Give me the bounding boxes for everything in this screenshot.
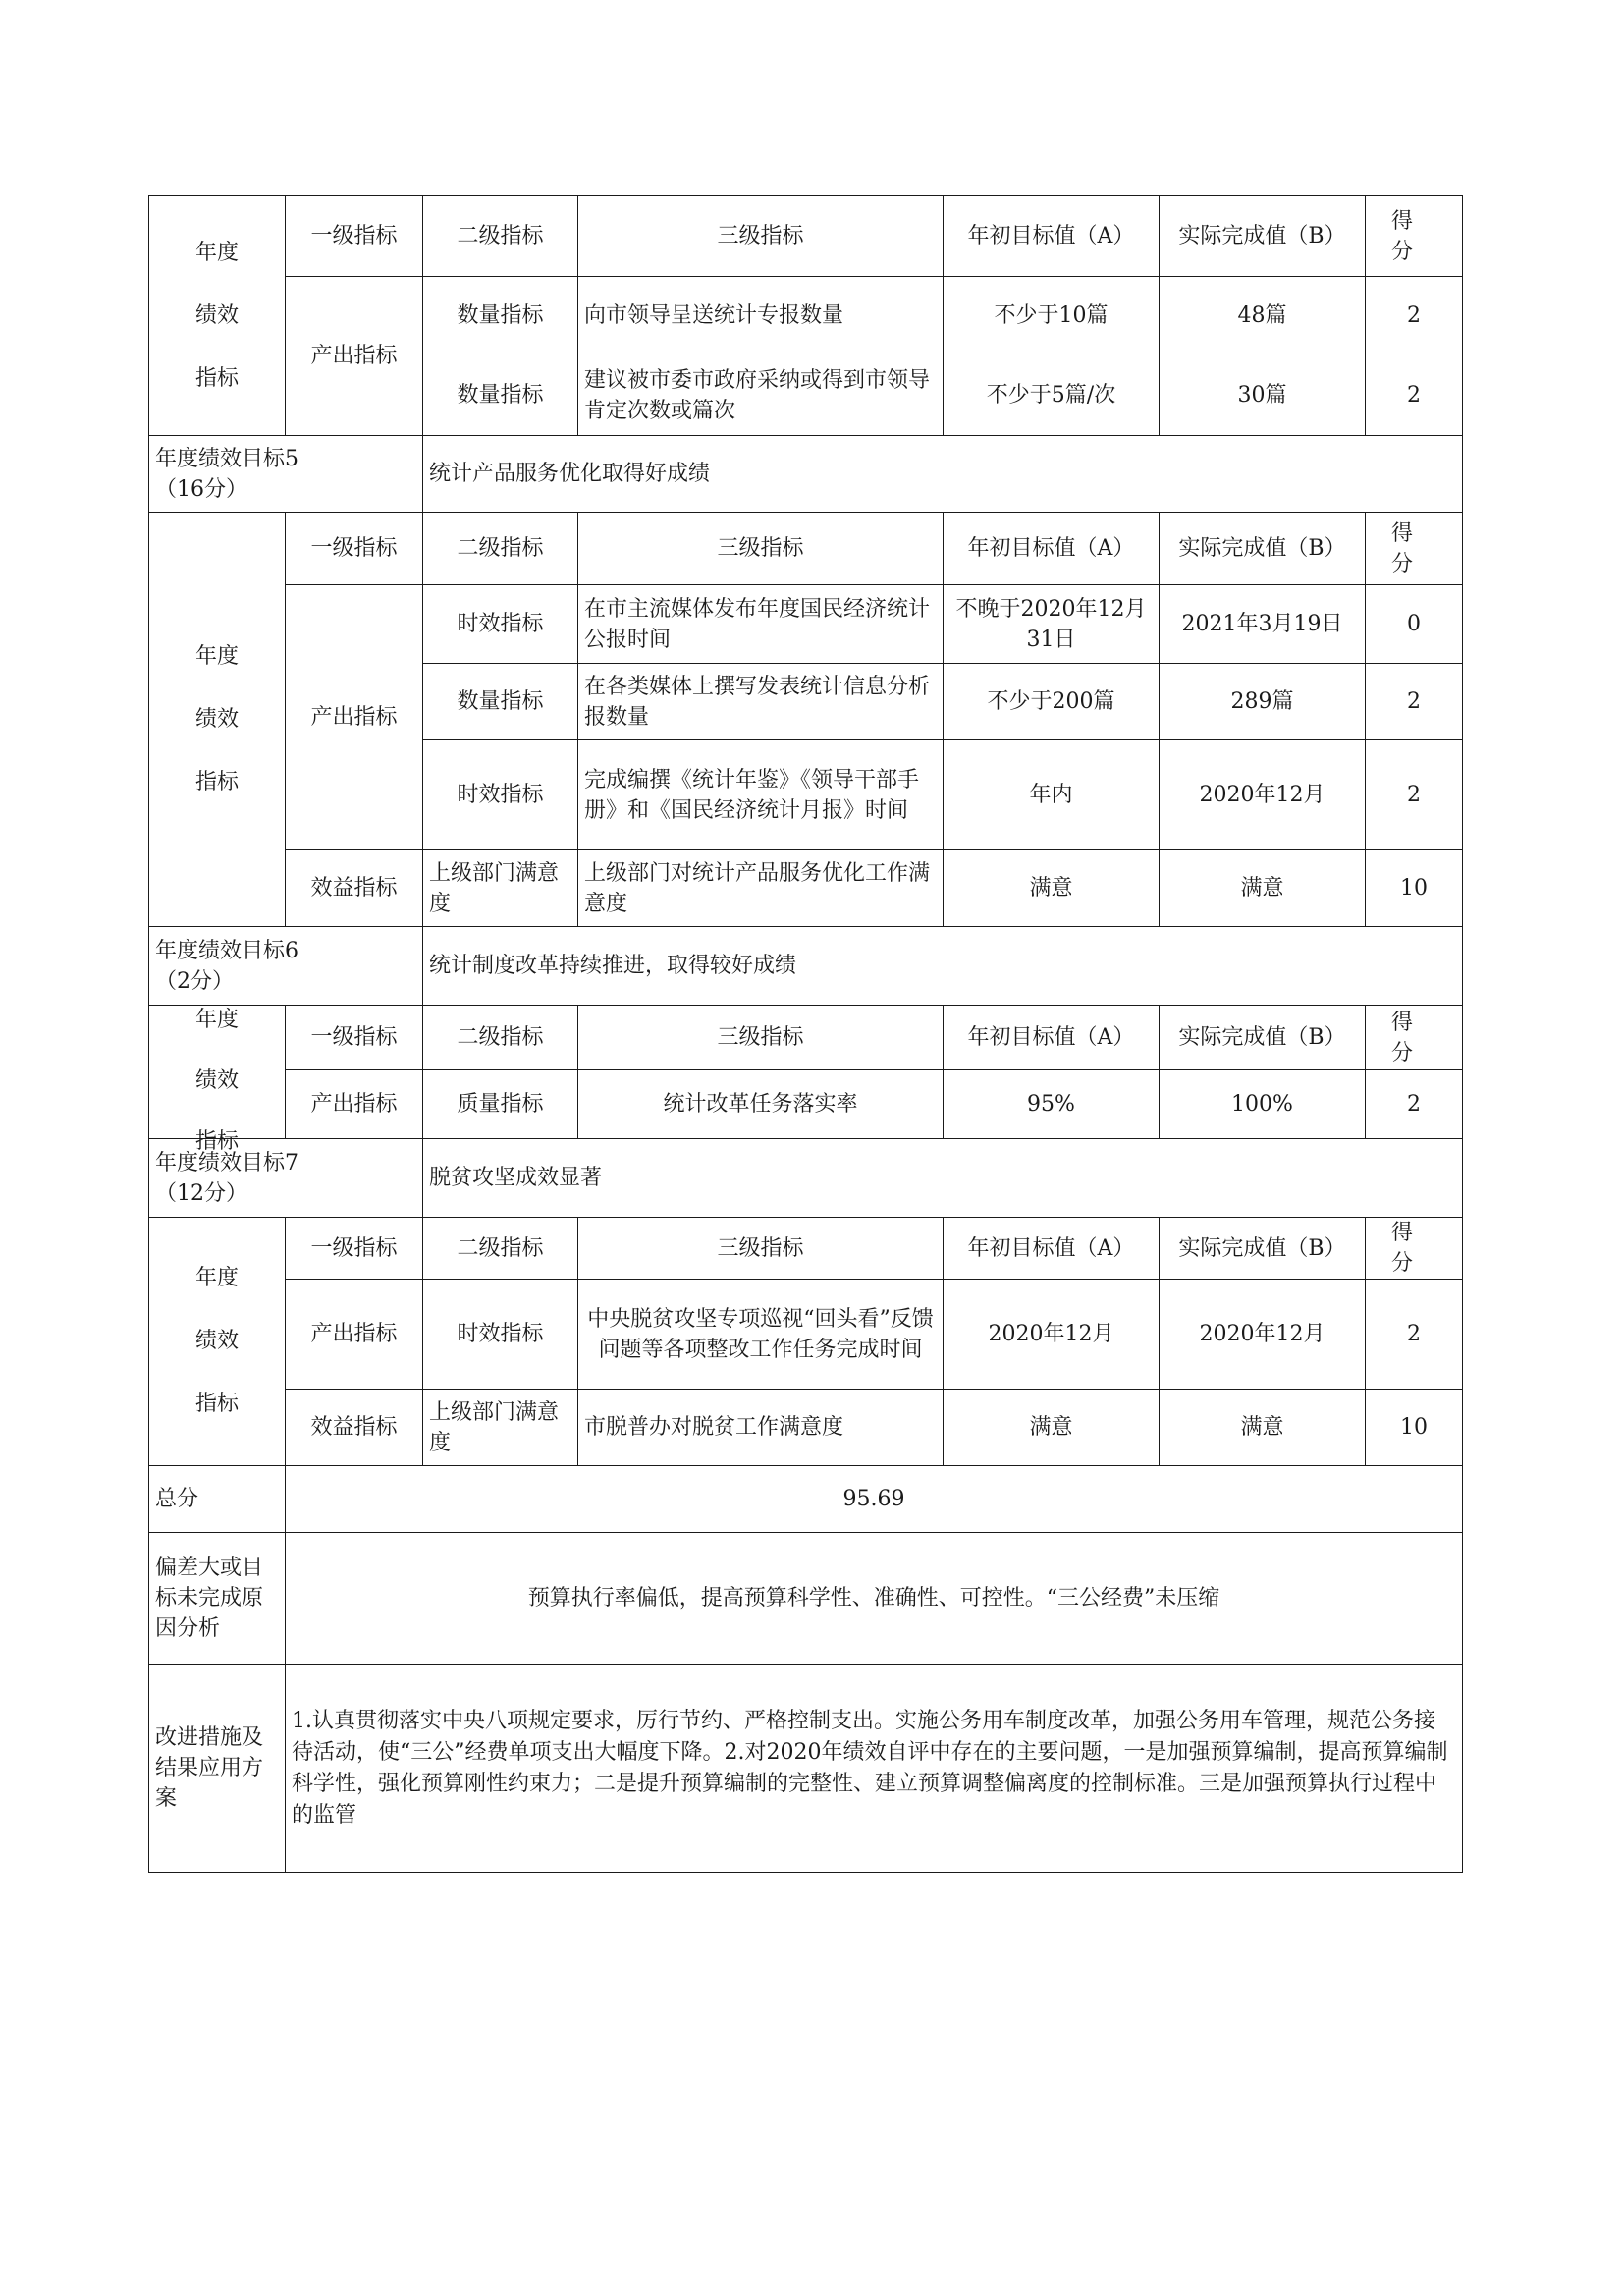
improvement-text: 1.认真贯彻落实中央八项规定要求，厉行节约、严格控制支出。实施公务用车制度改革，加强公务用车管理，规范公务接待活动，使“三公”经费单项支出大幅度下降。2.对2020年绩效自评中存在的主要问题，一是加强预算编制，提高预算编制科学性，强化预算刚性约束力；二是提升预算编制的完整性、建立预算调整偏离度的控制标准。三是加强预算执行过程中的监管 <box>286 1665 1463 1873</box>
header-level2: 二级指标 <box>423 513 578 585</box>
cell-level2: 质量指标 <box>423 1070 578 1139</box>
cell-score: 2 <box>1366 355 1463 436</box>
label-line: 年度 <box>194 643 239 669</box>
header-row <box>149 513 1463 585</box>
header-level2: 二级指标 <box>423 196 578 277</box>
cell-target: 95% <box>944 1070 1160 1139</box>
goal6-label <box>149 927 423 1006</box>
cell-score: 10 <box>1366 1390 1463 1466</box>
header-score: 得 分 <box>1366 1218 1463 1280</box>
label-line: 指标 <box>194 365 239 391</box>
table-row <box>149 1280 1463 1390</box>
table-row <box>149 585 1463 664</box>
goal-label-line: 年度绩效目标7 <box>155 1150 298 1175</box>
output-indicator-label: 产出指标 <box>286 1070 423 1139</box>
cell-target: 满意 <box>944 1390 1160 1466</box>
cell-score: 2 <box>1366 664 1463 740</box>
cell-actual: 2021年3月19日 <box>1160 585 1366 664</box>
header-level1: 一级指标 <box>286 196 423 277</box>
annual-indicator-label <box>149 196 286 436</box>
header-level2: 二级指标 <box>423 1006 578 1070</box>
label-line: 绩效 <box>194 706 239 732</box>
goal-label-line: （12分） <box>155 1180 247 1206</box>
header-level2: 二级指标 <box>423 1218 578 1280</box>
goal-label-line: （2分） <box>155 968 234 994</box>
deviation-row <box>149 1533 1463 1665</box>
goal7-text: 脱贫攻坚成效显著 <box>423 1139 1463 1218</box>
header-target: 年初目标值（A） <box>944 1218 1160 1280</box>
label-line: 指标 <box>194 1392 239 1416</box>
output-indicator-label: 产出指标 <box>286 1280 423 1390</box>
cell-level2: 上级部门满意度 <box>423 850 578 927</box>
benefit-indicator-label: 效益指标 <box>286 1390 423 1466</box>
cell-level3: 中央脱贫攻坚专项巡视“回头看”反馈问题等各项整改工作任务完成时间 <box>578 1280 944 1390</box>
header-level1: 一级指标 <box>286 1218 423 1280</box>
goal6-row <box>149 927 1463 1006</box>
output-indicator-label: 产出指标 <box>286 277 423 436</box>
cell-target: 满意 <box>944 850 1160 927</box>
cell-actual: 289篇 <box>1160 664 1366 740</box>
cell-actual: 满意 <box>1160 850 1366 927</box>
header-score: 得 分 <box>1366 513 1463 585</box>
cell-level3: 建议被市委市政府采纳或得到市领导肯定次数或篇次 <box>578 355 944 436</box>
cell-level3: 上级部门对统计产品服务优化工作满意度 <box>578 850 944 927</box>
cell-score: 0 <box>1366 585 1463 664</box>
label-line: 指标 <box>194 1129 239 1154</box>
performance-table-page <box>148 195 1462 1873</box>
cell-level2: 数量指标 <box>423 664 578 740</box>
cell-level2: 数量指标 <box>423 355 578 436</box>
annual-indicator-label <box>149 1006 286 1154</box>
goal5-label <box>149 436 423 513</box>
header-level3: 三级指标 <box>578 1218 944 1280</box>
header-target: 年初目标值（A） <box>944 196 1160 277</box>
table-row <box>149 277 1463 355</box>
cell-target: 2020年12月 <box>944 1280 1160 1390</box>
output-indicator-label: 产出指标 <box>286 585 423 850</box>
cell-level3: 市脱普办对脱贫工作满意度 <box>578 1390 944 1466</box>
cell-score: 2 <box>1366 277 1463 355</box>
cell-score: 2 <box>1366 740 1463 850</box>
cell-score: 10 <box>1366 850 1463 927</box>
header-actual: 实际完成值（B） <box>1160 1218 1366 1280</box>
header-level3: 三级指标 <box>578 513 944 585</box>
label-line: 指标 <box>194 769 239 794</box>
cell-actual: 2020年12月 <box>1160 1280 1366 1390</box>
cell-score: 2 <box>1366 1070 1463 1139</box>
header-level1: 一级指标 <box>286 1006 423 1070</box>
header-score: 得 分 <box>1366 196 1463 277</box>
header-actual: 实际完成值（B） <box>1160 513 1366 585</box>
cell-level3: 完成编撰《统计年鉴》《领导干部手册》和《国民经济统计月报》时间 <box>578 740 944 850</box>
deviation-label: 偏差大或目标未完成原因分析 <box>149 1533 286 1665</box>
header-level3: 三级指标 <box>578 196 944 277</box>
label-line: 绩效 <box>194 302 239 328</box>
header-actual: 实际完成值（B） <box>1160 196 1366 277</box>
header-actual: 实际完成值（B） <box>1160 1006 1366 1070</box>
cell-target: 不少于10篇 <box>944 277 1160 355</box>
cell-actual: 100% <box>1160 1070 1366 1139</box>
cell-level3: 统计改革任务落实率 <box>578 1070 944 1139</box>
goal-label-line: （16分） <box>155 476 247 502</box>
cell-level2: 时效指标 <box>423 1280 578 1390</box>
header-row <box>149 1006 1463 1070</box>
label-line: 年度 <box>194 1266 239 1290</box>
cell-actual: 2020年12月 <box>1160 740 1366 850</box>
header-level3: 三级指标 <box>578 1006 944 1070</box>
improvement-label: 改进措施及结果应用方案 <box>149 1665 286 1873</box>
header-score: 得 分 <box>1366 1006 1463 1070</box>
deviation-text: 预算执行率偏低，提高预算科学性、准确性、可控性。“三公经费”未压缩 <box>286 1533 1463 1665</box>
total-label: 总分 <box>149 1466 286 1533</box>
header-row <box>149 196 1463 277</box>
annual-indicator-label <box>149 1218 286 1466</box>
cell-actual: 30篇 <box>1160 355 1366 436</box>
label-line: 年度 <box>194 1008 239 1032</box>
cell-level2: 数量指标 <box>423 277 578 355</box>
header-row <box>149 1218 1463 1280</box>
cell-actual: 满意 <box>1160 1390 1366 1466</box>
cell-level3: 向市领导呈送统计专报数量 <box>578 277 944 355</box>
goal6-text: 统计制度改革持续推进，取得较好成绩 <box>423 927 1463 1006</box>
header-target: 年初目标值（A） <box>944 513 1160 585</box>
performance-evaluation-table <box>148 195 1463 1873</box>
total-row <box>149 1466 1463 1533</box>
cell-level2: 时效指标 <box>423 585 578 664</box>
improvement-row <box>149 1665 1463 1873</box>
cell-score: 2 <box>1366 1280 1463 1390</box>
goal5-text: 统计产品服务优化取得好成绩 <box>423 436 1463 513</box>
cell-level2: 上级部门满意度 <box>423 1390 578 1466</box>
benefit-indicator-label: 效益指标 <box>286 850 423 927</box>
cell-target: 年内 <box>944 740 1160 850</box>
cell-actual: 48篇 <box>1160 277 1366 355</box>
annual-indicator-label <box>149 513 286 927</box>
label-line: 年度 <box>194 240 239 265</box>
annual-indicator-label-clip <box>155 990 279 1154</box>
table-row <box>149 1070 1463 1139</box>
goal7-label <box>149 1139 423 1218</box>
cell-level3: 在各类媒体上撰写发表统计信息分析报数量 <box>578 664 944 740</box>
cell-level2: 时效指标 <box>423 740 578 850</box>
total-value: 95.69 <box>286 1466 1463 1533</box>
label-line: 绩效 <box>194 1068 239 1093</box>
goal-label-line: 年度绩效目标6 <box>155 938 298 963</box>
goal7-row <box>149 1139 1463 1218</box>
cell-level3: 在市主流媒体发布年度国民经济统计公报时间 <box>578 585 944 664</box>
header-level1: 一级指标 <box>286 513 423 585</box>
label-line: 绩效 <box>194 1329 239 1353</box>
cell-target: 不晚于2020年12月31日 <box>944 585 1160 664</box>
table-row <box>149 1390 1463 1466</box>
cell-target: 不少于5篇/次 <box>944 355 1160 436</box>
header-target: 年初目标值（A） <box>944 1006 1160 1070</box>
goal5-row <box>149 436 1463 513</box>
cell-target: 不少于200篇 <box>944 664 1160 740</box>
table-row <box>149 850 1463 927</box>
goal-label-line: 年度绩效目标5 <box>155 446 298 471</box>
